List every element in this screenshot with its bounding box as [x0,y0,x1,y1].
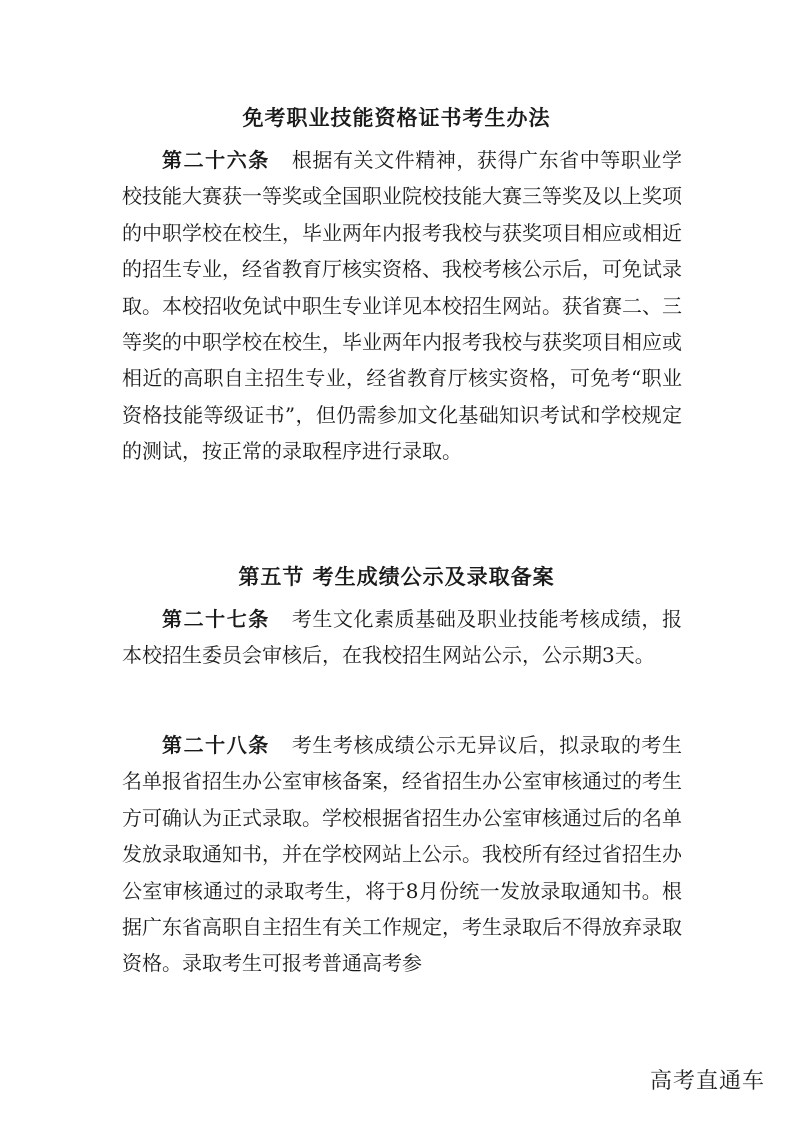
article-26 [122,142,682,470]
article-28-text: 考生考核成绩公示无异议后，拟录取的考生名单报省招生办公室审核备案，经省招生办公室审核通过的考生方可确认为正式录取。学校根据省招生办公室审核通过后的名单发放录取通知书，并在学校网站上公示。我校所有经过省招生办公室审核通过的录取考生，将于8月份统一发放录取通知书。根据广东省高职自主招生有关工作规定，考生录取后不得放弃录取资格。录取考生可报考普通高考参 [122,733,683,976]
article-26-text: 根据有关文件精神，获得广东省中等职业学校技能大赛获一等奖或全国职业院校技能大赛三等奖及以上奖项的中职学校在校生，毕业两年内报考我校与获奖项目相应或相近的招生专业，经省教育厅核实资格、我校考核公示后，可免试录取。本校招收免试中职生专业详见本校招生网站。获省赛二、三等奖的中职学校在校生，毕业两年内报考我校与获奖项目相应或相近的高职自主招生专业，经省教育厅核实资格，可免考“职业资格技能等级证书”，但仍需参加文化基础知识考试和学校规定的测试，按正常的录取程序进行录取。 [122,148,683,464]
article-27-label: 第二十七条 [162,607,270,631]
article-27 [122,601,682,674]
article-26-label: 第二十六条 [162,148,270,172]
article-27-text: 考生文化素质基础及职业技能考核成绩，报本校招生委员会审核后，在我校招生网站公示，公示期3天。 [122,607,683,668]
watermark-text: 高考直通车 [649,1069,765,1094]
section-title-section-5: 第五节 考生成绩公示及录取备案 [238,564,555,589]
article-28-label: 第二十八条 [162,733,270,757]
article-28 [122,727,682,982]
section-title-exemption: 免考职业技能资格证书考生办法 [242,105,551,130]
